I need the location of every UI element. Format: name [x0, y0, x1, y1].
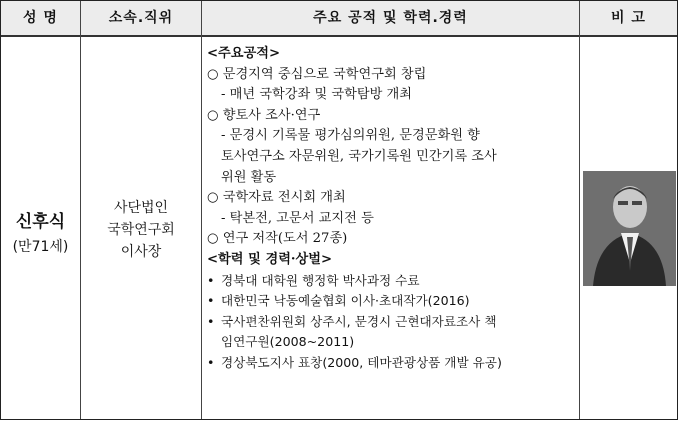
- header-detail: 주요 공적 및 학력.경력: [313, 10, 468, 26]
- bullet-icon: •: [207, 354, 215, 370]
- education-item: [207, 353, 579, 374]
- portrait-icon: [583, 171, 676, 286]
- header-remark: 비 고: [611, 10, 646, 26]
- education-item: [207, 271, 579, 292]
- achievement-subitem: - 문경시 기록물 평가심의위원, 문경문화원 향: [221, 128, 480, 144]
- header-affiliation: 소속.직위: [108, 10, 174, 26]
- affiliation-line: 국학연구회: [107, 222, 175, 238]
- bullet-icon: •: [207, 313, 215, 329]
- education-title: <학력 및 경력·상벌>: [207, 251, 333, 267]
- person-name: 신후식: [15, 212, 66, 232]
- table-header: [1, 1, 677, 37]
- person-age: (만71세): [12, 239, 69, 255]
- education-continuation: 임연구원(2008~2011): [221, 334, 355, 350]
- achievement-item: ○ 향토사 조사·연구: [207, 107, 321, 123]
- header-name: 성 명: [23, 10, 58, 26]
- achievement-subitem: - 탁본전, 고문서 교지전 등: [221, 210, 374, 226]
- achievement-continuation: 토사연구소 자문위원, 국가기록원 민간기록 조사: [221, 148, 497, 164]
- achievements-title: <주요공적>: [207, 46, 281, 61]
- education-text: 경상북도지사 표창(2000, 테마관광상품 개발 유공): [221, 354, 502, 370]
- achievement-continuation: 위원 활동: [221, 169, 277, 185]
- detail-cell: [207, 44, 579, 374]
- education-text: 국사편찬위원회 상주시, 문경시 근현대자료조사 책: [221, 313, 497, 329]
- name-cell: [1, 207, 80, 256]
- affiliation-line: 이사장: [120, 244, 162, 260]
- achievement-subitem: - 매년 국학강좌 및 국학탐방 개최: [221, 87, 413, 103]
- divider: [579, 1, 580, 419]
- education-text: 경북대 대학원 행정학 박사과정 수료: [221, 272, 420, 288]
- education-text: 대한민국 낙동예술협회 이사·초대작가(2016): [221, 293, 470, 309]
- achievement-item: ○ 국학자료 전시회 개최: [207, 190, 346, 206]
- affiliation-cell: [81, 197, 201, 263]
- divider: [201, 1, 202, 419]
- achievement-item: ○ 연구 저작(도서 27종): [207, 231, 348, 247]
- achievement-item: ○ 문경지역 중심으로 국학연구회 창립: [207, 66, 427, 82]
- bullet-icon: •: [207, 293, 215, 309]
- education-item: [207, 312, 579, 333]
- portrait-photo: [583, 171, 676, 286]
- education-item: [207, 291, 579, 312]
- affiliation-line: 사단법인: [113, 200, 169, 216]
- bullet-icon: •: [207, 272, 215, 288]
